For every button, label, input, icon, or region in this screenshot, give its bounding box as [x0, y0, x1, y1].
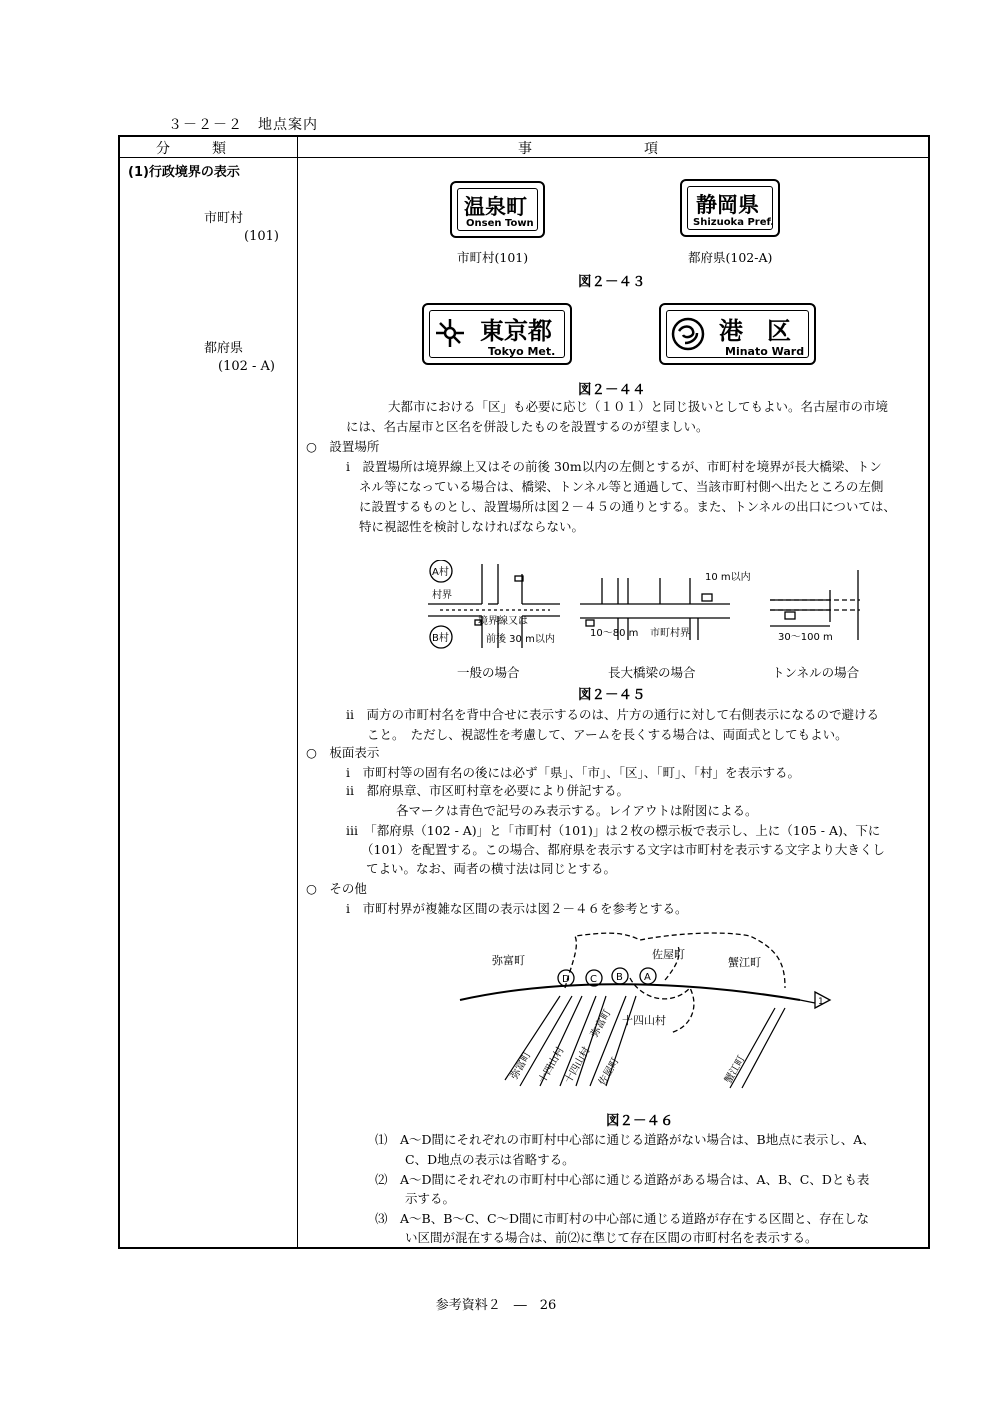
note-1-line1: ⑴ A～D間にそれぞれの市町村中心部に通じる道路がない場合は、B地点に表示し、A、 [375, 1132, 875, 1147]
column-divider [297, 137, 298, 1247]
sign-tokyo-jp: 東京都 [480, 317, 552, 345]
sign-onsen-town [450, 181, 545, 238]
fig45-label-boundary: 村界 [432, 590, 452, 601]
page-number: 参考資料２ ― 26 [435, 1298, 557, 1313]
fig46-board-4: 佐屋町 [597, 1056, 622, 1088]
fig45-label-10m: 10 m以内 [705, 572, 751, 583]
fig46-board-3: 十四山村 [563, 1045, 593, 1086]
fig46-point-a: A [644, 972, 651, 983]
sign-minato-ward [659, 303, 816, 365]
fig46-board-5: 弥富町 [589, 1008, 614, 1040]
fig45-label-boundary2: 市町村界 [650, 628, 690, 639]
fig45-case-tunnel: トンネルの場合 [772, 665, 860, 680]
figure-2-45-caption: 図２－４５ [578, 687, 646, 703]
board-i: ⅰ 市町村等の固有名の後には必ず「県」、「市」、「区」、「町」、「村」を表示する。 [346, 765, 800, 780]
fig45-case-bridge: 長大橋梁の場合 [608, 665, 696, 680]
sign-tokyo-met [422, 303, 572, 365]
fig45-label-30-100m: 30～100 m [778, 632, 833, 643]
section-title: ３－２－２ 地点案内 [168, 117, 318, 133]
caption-municipality: 市町村(101) [457, 250, 529, 265]
fig45-case-general: 一般の場合 [457, 665, 520, 680]
fig46-point-b: B [616, 972, 623, 983]
sign-onsen-jp: 温泉町 [464, 195, 527, 219]
figure-2-46-caption: 図２－４６ [606, 1113, 674, 1129]
fig46-point-d: D [562, 974, 570, 985]
fig46-town-kanie: 蟹江町 [728, 956, 761, 969]
fig46-board-1: 弥富町 [509, 1050, 534, 1082]
figure-2-45-diagram [420, 560, 870, 655]
heading-other: ○ その他 [306, 881, 367, 896]
fig46-point-c: C [590, 974, 597, 985]
figure-2-46-map [430, 928, 840, 1093]
note-1-line2: C、D地点の表示は省略する。 [405, 1152, 575, 1167]
sign-onsen-en: Onsen Town [466, 218, 534, 229]
fig45-label-a-village: A村 [432, 567, 449, 578]
fig46-village-jushiyama: 十四山村 [622, 1014, 666, 1027]
note-2-line1: ⑵ A～D間にそれぞれの市町村中心部に通じる道路がある場合は、A、B、C、Dとも表 [375, 1172, 870, 1187]
fig46-town-yatomi: 弥富町 [492, 954, 525, 967]
paragraph-ward-line1: 大都市における「区」も必要に応じ（１０１）と同じ扱いとしてもよい。名古屋市の市境 [388, 399, 889, 414]
sign-shizuoka-en: Shizuoka Pref. [693, 217, 775, 228]
fig45-label-b-village: B村 [432, 633, 449, 644]
category-municipality: 市町村 [204, 211, 244, 226]
placement-i-line3: に設置するものとし、設置場所は図２－４５の通りとする。また、トンネルの出口については、 [359, 499, 896, 514]
heading-placement: ○ 設置場所 [306, 439, 380, 454]
sign-minato-jp: 港 区 [719, 317, 791, 345]
caption-prefecture: 都府県(102-A) [688, 250, 773, 265]
board-ii-b: 各マークは青色で記号のみ表示する。レイアウトは附図による。 [396, 803, 758, 818]
board-ii: ⅱ 都府県章、市区町村章を必要により併記する。 [346, 783, 629, 798]
board-iii-line2: （101）を配置する。この場合、都府県を表示する文字は市町村を表示する文字より大きくし [361, 842, 885, 857]
paragraph-ward-line2: には、名古屋市と区名を併設したものを設置するのが望ましい。 [346, 419, 709, 434]
note-3-line1: ⑶ A～B、B～C、C～D間に市町村の中心部に通じる道路が存在する区間と、存在しな [375, 1211, 870, 1226]
placement-i-line2: ネル等になっている場合は、橋梁、トンネル等と通過して、当該市町村側へ出たところの左側 [359, 479, 884, 494]
placement-ii-line1: ⅱ 両方の市町村名を背中合せに表示するのは、片方の通行に対して右側表示になるので避ける [346, 707, 879, 722]
other-i: ⅰ 市町村界が複雑な区間の表示は図２－４６を参考とする。 [346, 901, 688, 916]
placement-i-line4: 特に視認性を検討しなければならない。 [359, 519, 585, 534]
placement-ii-line2: こと。 ただし、視認性を考慮して、アームを長くする場合は、両面式としてもよい。 [367, 727, 848, 742]
figure-2-44-caption: 図２－４４ [578, 382, 646, 398]
fig45-label-line1: 境界線又は [478, 616, 528, 627]
sign-tokyo-en: Tokyo Met. [488, 345, 556, 358]
category-municipality-code: (101) [244, 229, 279, 244]
board-iii-line1: ⅲ 「都府県（102 - A)」と「市町村（101)」は２枚の標示板で表示し、上に（105 - A)、下に [346, 823, 881, 838]
category-prefecture: 都府県 [204, 341, 244, 356]
heading-board-display: ○ 板面表示 [306, 745, 380, 760]
sign-shizuoka-jp: 静岡県 [696, 193, 759, 217]
fig46-route-number: 1 [818, 997, 824, 1007]
figure-2-43-caption: 図２－４３ [578, 274, 646, 290]
header-category: 分 類 [156, 141, 226, 157]
sign-shizuoka-pref [680, 179, 780, 237]
fig45-label-line2: 前後 30 m以内 [486, 634, 555, 645]
fig46-board-6: 蟹江町 [723, 1054, 748, 1086]
sign-minato-en: Minato Ward [725, 345, 805, 358]
category-prefecture-code: (102 - A) [218, 359, 276, 374]
board-iii-line3: てよい。なお、両者の横寸法は同じとする。 [366, 861, 617, 876]
header-matter: 事 項 [518, 141, 658, 157]
note-2-line2: 示する。 [405, 1191, 456, 1206]
note-3-line2: い区間が混在する場合は、前⑵に準じて存在区間の市町村名を表示する。 [405, 1230, 818, 1245]
fig45-label-10-80m: 10～80 m [590, 628, 639, 639]
fig46-town-saya: 佐屋町 [652, 948, 685, 961]
minato-emblem-icon [671, 317, 705, 351]
category-main: (1)行政境界の表示 [128, 165, 240, 180]
fig46-board-2: 十四山村 [537, 1045, 567, 1086]
placement-i-line1: ⅰ 設置場所は境界線上又はその前後 30m以内の左側とするが、市町村を境界が長大橋梁、トン [346, 459, 882, 474]
tokyo-emblem-icon [434, 317, 466, 349]
